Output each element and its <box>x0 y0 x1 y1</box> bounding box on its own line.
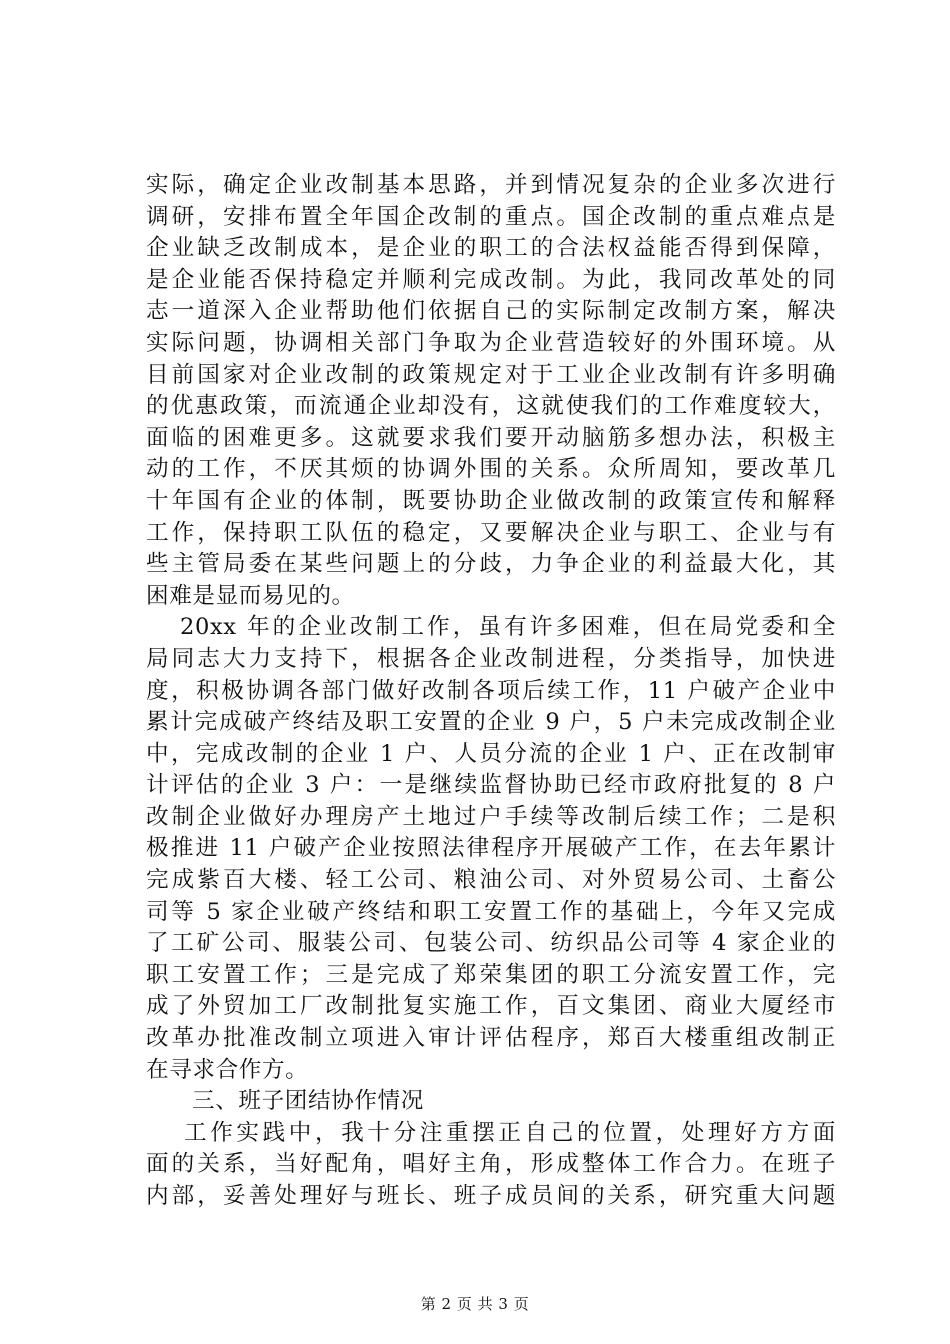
text-line: 改制企业做好办理房产土地过户手续等改制后续工作；二是积 <box>146 803 836 830</box>
text-line: 计评估的企业 3 户：一是继续监督协助已经市政府批复的 8 户 <box>146 772 836 799</box>
text-line: 20xx 年的企业改制工作，虽有许多困难，但在局党委和全 <box>180 614 836 641</box>
text-line: 工作，保持职工队伍的稳定，又要解决企业与职工、企业与有 <box>146 519 836 546</box>
text-line: 是企业能否保持稳定并顺利完成改制。为此，我同改革处的同 <box>146 266 836 293</box>
text-line: 完成紫百大楼、轻工公司、粮油公司、对外贸易公司、土畜公 <box>146 867 836 894</box>
text-line: 职工安置工作；三是完成了郑荣集团的职工分流安置工作，完 <box>146 961 836 988</box>
text-line: 面的关系，当好配角，唱好主角，形成整体工作合力。在班子 <box>146 1151 836 1178</box>
text-line: 成了外贸加工厂改制批复实施工作，百文集团、商业大厦经市 <box>146 993 836 1020</box>
text-line: 度，积极协调各部门做好改制各项后续工作，11 户破产企业中 <box>146 677 836 704</box>
section-heading: 三、班子团结协作情况 <box>192 1088 424 1115</box>
text-line: 了工矿公司、服装公司、包装公司、纺织品公司等 4 家企业的 <box>146 930 836 957</box>
text-line: 改革办批准改制立项进入审计评估程序，郑百大楼重组改制正 <box>146 1025 836 1052</box>
text-line: 困难是显而易见的。 <box>146 582 355 609</box>
document-body <box>146 170 836 1213</box>
text-line: 司等 5 家企业破产终结和职工安置工作的基础上，今年又完成 <box>146 898 836 925</box>
text-line: 实际问题，协调相关部门争取为企业营造较好的外围环境。从 <box>146 329 836 356</box>
text-line: 十年国有企业的体制，既要协助企业做改制的政策宣传和解释 <box>146 487 836 514</box>
text-line: 在寻求合作方。 <box>146 1056 309 1083</box>
text-line: 调研，安排布置全年国企改制的重点。国企改制的重点难点是 <box>146 203 836 230</box>
text-line: 的优惠政策，而流通企业却没有，这就使我们的工作难度较大， <box>146 393 836 420</box>
text-line: 累计完成破产终结及职工安置的企业 9 户，5 户未完成改制企业 <box>146 709 836 736</box>
text-line: 志一道深入企业帮助他们依据自己的实际制定改制方案，解决 <box>146 298 836 325</box>
text-line: 面临的困难更多。这就要求我们要开动脑筋多想办法，积极主 <box>146 424 836 451</box>
page-footer: 第 2 页 共 3 页 <box>420 1295 530 1313</box>
text-line: 中，完成改制的企业 1 户、人员分流的企业 1 户、正在改制审 <box>146 740 836 767</box>
text-line: 些主管局委在某些问题上的分歧，力争企业的利益最大化，其 <box>146 551 836 578</box>
text-line: 实际，确定企业改制基本思路，并到情况复杂的企业多次进行 <box>146 172 836 198</box>
text-line: 局同志大力支持下，根据各企业改制进程，分类指导，加快进 <box>146 645 836 672</box>
text-line: 动的工作，不厌其烦的协调外围的关系。众所周知，要改革几 <box>146 456 836 483</box>
text-line: 极推进 11 户破产企业按照法律程序开展破产工作，在去年累计 <box>146 835 836 862</box>
text-line: 企业缺乏改制成本，是企业的职工的合法权益能否得到保障， <box>146 235 836 262</box>
text-line: 目前国家对企业改制的政策规定对于工业企业改制有许多明确 <box>146 361 836 388</box>
text-line: 内部，妥善处理好与班长、班子成员间的关系，研究重大问题 <box>146 1183 836 1209</box>
text-line: 工作实践中，我十分注重摆正自己的位置，处理好方方面 <box>184 1119 836 1146</box>
